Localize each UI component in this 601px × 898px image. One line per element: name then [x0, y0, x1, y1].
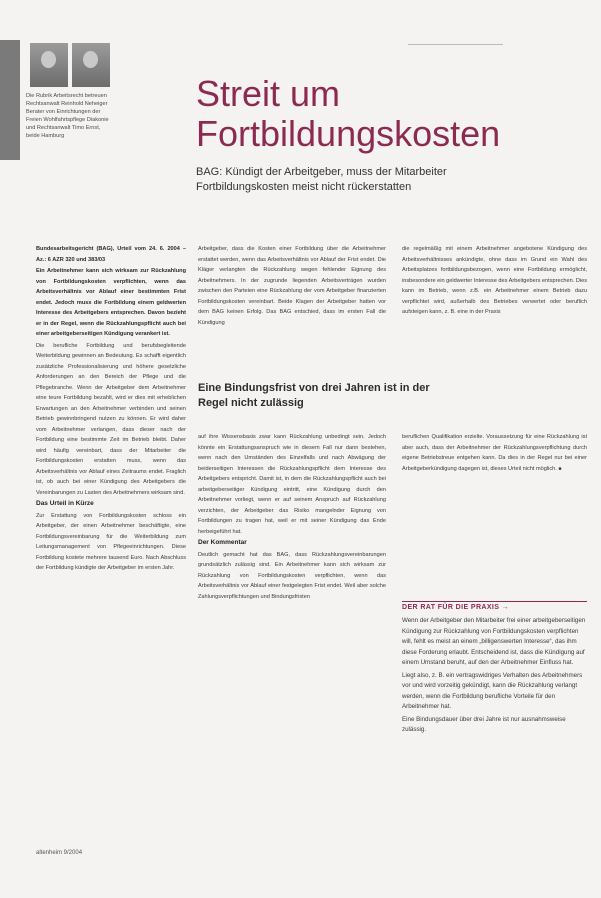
end-mark-icon: ■ [558, 465, 562, 472]
rat-box [402, 616, 587, 738]
section-heading-urteil: Das Urteil in Kürze [36, 500, 94, 507]
rat-divider [402, 601, 587, 602]
article-subhead: BAG: Kündigt der Arbeitgeber, muss der Mitarbeiter Fortbildungskosten meist nicht rückerstatten [196, 166, 447, 193]
caption-line: Berater von Einrichtungen der [26, 109, 101, 115]
caption-line: beide Hamburg [26, 133, 65, 139]
section-heading-bindungsfrist: Eine Bindungsfrist von drei Jahren ist in der Regel nicht zulässig [198, 382, 430, 409]
caption-line: Freien Wohlfahrtspflege Diakonie [26, 117, 109, 123]
intro-paragraph: Ein Arbeitnehmer kann sich wirksam zur Rückzahlung von Fortbildungskosten verpflichten, wenn das Arbeitsverhältnis vor Ablauf einer bestimmten Frist endet. Jedoch muss die Fortbildung einem geldwerten Interesse des Arbeitgebers entsprechen. Davon bezieht er in der Regel, wenn die Rückzahlungspflicht auch bei einer arbeitgeberseitigen Kündigung verankert ist. [36, 268, 186, 337]
column-1 [36, 244, 186, 575]
author-photo-2 [72, 43, 110, 87]
rat-paragraph: Eine Bindungsdauer über drei Jahre ist nur ausnahmsweise zulässig. [402, 715, 566, 733]
left-edge-strip [0, 40, 20, 160]
body-text: beruflichen Qualifikation erzielte. Voraussetzung für eine Rückzahlung ist aber auch, dass der Arbeitnehmer der Rückzahlungsverpflichtung durch eigene Betriebstreue entgehen kann. Da dies in der Regel nur bei einer Arbeitgeberkündigung dagegen ist, dieses Urteil nicht möglich. [402, 434, 587, 472]
author-caption [26, 92, 154, 140]
page-footer: altenheim 9/2004 [36, 850, 83, 856]
body-paragraph: Die berufliche Fortbildung und berufsbegleitende Weiterbildung gewinnen an Bedeutung. Es schafft eigentlich zusätzliche Professionalisierung und höhere gesetzliche Anforderungen an den Bereich der Pflege und die Pflegebranche. Wenn der Arbeitgeber dem Arbeitnehmer eine teure Fortbildung bezahlt, wird er dies mit erheblichen Erwartungen an den Arbeitnehmer verbinden und seinen Betrieb gewinnbringend nutzen zu können. Er wird daher vom Arbeitnehmer verlangen, dass dieser nach der Fortbildung eine bestimmte Zeit im Betrieb bleibt. Daher wird häufig vereinbart, dass der Mitarbeiter die Fortbildungskosten erstatten muss, wenn das Arbeitsverhältnis vor Ablauf eines Zeitraums endet. Fraglich ist, ob auch bei einer Kündigung des Arbeitgebers die Vereinbarungen zu Lasten des Arbeitnehmers wirksam sind. [36, 342, 186, 496]
column-2-bottom [198, 432, 386, 603]
caption-line: und Rechtsanwalt Timo Ernst, [26, 125, 101, 131]
article-headline [196, 74, 500, 154]
body-paragraph [402, 432, 587, 474]
rat-paragraph: Liegt also, z. B. ein vertragswidriges Verhalten des Arbeitnehmers vor und wird vorzeitig gekündigt, kann die Rückzahlung verlangt werden, wenn die Fortbildung berufliche Vorteile für den Arbeitnehmer hat. [402, 671, 583, 710]
caption-line: Rechtsanwalt Reinhold Neheiger [26, 101, 108, 107]
body-paragraph: Zur Erstattung von Fortbildungskosten schloss ein Arbeitgeber, der einen Arbeitnehmer beschäftigte, eine Fortbildungsvereinbarung für die Weiterbildung zum Leitungsmanagement von Pflegeeinrichtungen. Diese Fortbildung kostete mehrere tausend Euro. Nach Abschluss der Fortbildung kündigte der Arbeitgeber im ersten Jahr. [36, 512, 186, 571]
column-3-top [402, 244, 587, 319]
column-2-top [198, 244, 386, 329]
headline-line-1: Streit um [196, 73, 341, 114]
body-paragraph: die regelmäßig mit einem Arbeitnehmer angebotene Kündigung des Arbeitsverhältnisses ankündigte, ohne dass im Grund ein Wahl des Arbeitsplatzes fortbildungsbezogen, wenn eine Fortbildung ermöglicht, insbesondere ein geldwerter Interesse des Arbeitgebers entsprechen. Dies kann im Betrieb, wenn z.B. ein Arbeitnehmer einem Betrieb dazu verpflichtet wird, außerhalb des Betriebes verwertet oder beruflich aufsteigen kann, z. B. eine in der Praxis [402, 246, 588, 315]
caption-line: Die Rubrik Arbeitsrecht betreuen [26, 93, 107, 99]
author-photo-1 [30, 43, 68, 87]
headline-line-2: Fortbildungskosten [196, 113, 501, 154]
court-reference: Bundesarbeitsgericht (BAG), Urteil vom 24. 6. 2004 – Az.: 6 AZR 320 und 383/03 [36, 246, 186, 263]
column-3-bottom [402, 432, 587, 475]
rat-paragraph: Wenn der Arbeitgeber den Mitarbeiter frei einer arbeitgeberseitigen Kündigung zur Rückzahlung von Fortbildungskosten verpflichten will, fehlt es meist an einem „billigenswerten Interesse“, das ihm diese Forderung erlaubt. Entscheidend ist, dass die Kündigung auf einem Umstand beruht, auf den der Arbeitnehmer Einfluss hat. [402, 617, 586, 666]
header-rule [408, 44, 503, 45]
body-paragraph: Arbeitgeber, dass die Kosten einer Fortbildung über die Arbeitnehmer erstattet werden, wenn das Arbeitsverhältnis vor Ablauf der Frist endet. Die Kläger verlangten die Rückzahlung wegen fehlender Eignung des Arbeitnehmers. In der zugrunde liegenden Arbeitsverträgen wurden zwischen den Parteien eine Rückzahlung der vom Arbeitgeber finanzierten Fortbildungskosten vereinbart. Beide Klagen der Arbeitgeber hatten vor dem BAG keinen Erfolg. Das BAG entschied, dass im ersten Fall die Kündigung [198, 246, 386, 326]
body-paragraph: auf ihre Wissensbasis zwar kann Rückzahlung unbedingt sein. Jedoch könnte ein Erstattungsanspruch wie in diesem Fall nur dann bestehen, wenn nach den Umständen des Einzelfalls und nach Abwägung der beiderseitigen Interessen die Rückzahlungspflicht dem Interesse des Arbeitgebers entspricht. Damit ist, in dem die Rückzahlungspflicht auch bei arbeitgeberseitiger Kündigung eintritt, eine Kündigung durch den Arbeitnehmer vorliegt, wenn er auf seinem Anspruch auf Rückzahlung verzichten, der Arbeitgeber das Risiko mangelnder Eignung von Fortbildungen zu tragen hat, weil er mit seiner Kündigung das Ende herbeigeführt hat. [198, 434, 386, 535]
section-heading-kommentar: Der Kommentar [198, 539, 247, 546]
body-paragraph: Deutlich gemacht hat das BAG, dass Rückzahlungsvereinbarungen grundsätzlich zulässig sind. Ein Arbeitnehmer kann sich wirksam zur Rückzahlung von Fortbildungskosten verpflichten, wenn das Arbeitsverhältnis vor Ablauf einer festgelegten Frist endet. Weil aber solche Zahlungsverpflichtungen und Bindungsfristen [198, 551, 386, 600]
rat-heading: DER RAT FÜR DIE PRAXIS → [402, 604, 510, 611]
